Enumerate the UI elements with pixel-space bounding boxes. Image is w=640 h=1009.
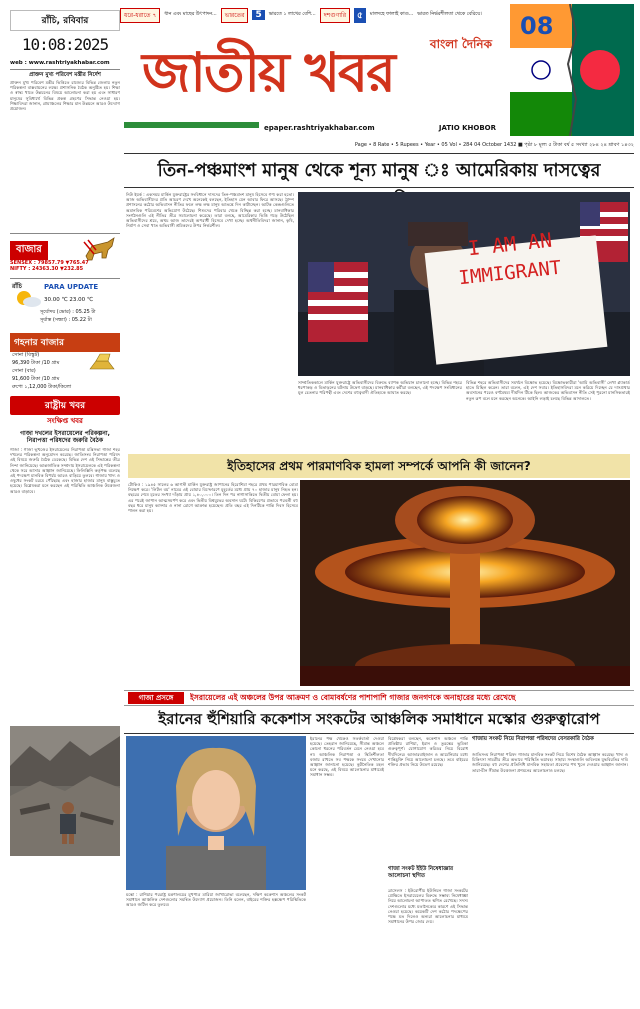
strip-tag-2[interactable]: ভারতের	[221, 8, 249, 23]
gold-row: 96,390 টাকা /10 গ্রাম	[12, 360, 60, 366]
side-news-text: গাজা : গাজা ভূখণ্ডের ইসরায়েলের নিরাপত্তা মন্ত্রিসভা গাজা শহর দখলের পরিকল্পনা অনুমোদন করেছে। জাতিসংঘ নিরাপত্তা পরিষদ এই বিষয়ে জরুরি বৈঠক ডেকেছে। বিভিন্ন দেশ এই সিদ্ধান্তের তীব্র নিন্দা জানিয়েছে। আন্তর্জাতিক সম্প্রদায় ইসরায়েলকে এই পরিকল্পনা থেকে সরে আসার আহ্বান জানিয়েছে। ফিলিস্তিনি কর্তৃপক্ষ বলেছে এই পদক্ষেপ মানবিক বিপর্যয় আরও বাড়িয়ে তুলবে। গাজায় খাদ্য ও ওষুধের সংকট চরমে পৌঁছেছে এবং হাজার হাজার মানুষ বাস্তুচ্যুত হয়েছে। বিশ্লেষকরা মনে করছেন এই পরিস্থিতি আঞ্চলিক উত্তেজনা আরও বাড়াবে।	[10, 447, 120, 494]
strip-tag-1[interactable]: ধরে-ধরাতে ৭	[120, 8, 160, 23]
epaper-link[interactable]: epaper.rashtriyakhabar.com	[264, 124, 375, 132]
strip-text-2: ভারতে ১ লাখের বেশি...	[268, 12, 316, 17]
spokesperson-photo	[126, 736, 306, 890]
gold-row: রুপো ১,12,000 টাকা/কিলো	[12, 384, 72, 390]
weather-sun-icon	[12, 287, 42, 309]
masthead	[124, 28, 506, 138]
article3-col4: জাতিসংঘ নিরাপত্তা পরিষদ গাজার মানবিক সংকট নিয়ে বিশেষ বৈঠক আহ্বান করেছে। খাদ্য ও চিকিৎসা সামগ্রীর তীব্র অভাবে পরিস্থিতি ভয়াবহ। সাহায্য সংস্থাগুলি অবিলম্বে যুদ্ধবিরতির দাবি জানিয়েছে। বহু দেশের প্রতিনিধি মানবিক সহায়তা প্রবেশের পথ খুলে দেওয়ার আহ্বান জানান। তারা-চীন সীমান্ত উত্তেজনা প্রশমনের আলোচনাও চলছে।	[472, 752, 628, 773]
strip-num-3: ৫	[354, 8, 366, 23]
article3-subtitle2: গাজায় সংকট নিয়ে নিরাপত্তা পরিষদের বেসরকারি বৈঠক	[472, 736, 594, 742]
child-rubble-photo	[10, 726, 120, 856]
strip-text-1: ধান এবং মাছের উৎপাদন...	[164, 12, 217, 17]
strip-tag-3[interactable]: দশগুণারি	[320, 8, 350, 23]
gaza-bar-text: ইসরায়েলের এই অঞ্চলের উপর আক্রমণ ও বোমাবর্ষণের পাশাপাশি গাজার জনগণকে অনাহারের মধ্যে রেখেছে	[190, 693, 516, 702]
weather-label: PARA UPDATE	[44, 283, 99, 291]
flag-number: 08	[520, 12, 554, 40]
flag-graphic	[510, 4, 634, 136]
date-day: রাঁচি, রবিবার	[10, 10, 120, 31]
sunset: সূর্যাস্ত (সন্ধ্যা) : 05.22 টা	[40, 317, 92, 323]
sunrise: সূর্যোদয় (ভোর) : 05.25 টা	[40, 309, 96, 315]
gaza-tag[interactable]: গাজা প্রসঙ্গে	[128, 692, 184, 704]
mushroom-cloud-photo	[300, 480, 630, 686]
sensex-row: SENSEX : 79857.79 ▼765.47	[10, 260, 89, 266]
top-strip	[120, 4, 510, 26]
article1-col2: বিভিন্ন শহরে অভিবাসীদের সমর্থনে বিক্ষোভ হয়েছে। বিক্ষোভকারীরা 'আমি অভিবাসী' লেখা প্ল্যাকার্ড হাতে মিছিল করেন। তারা বলেন, এই দেশ সবার। ইতিহাসবিদরা মনে করিয়ে দিচ্ছেন যে দাসপ্রথার অবসানের পরেও বর্ণবৈষম্য দীর্ঘদিন টিকে ছিল। আজকের অভিবাসন নীতি সেই পুরনো মানসিকতারই নতুন রূপ বলে মনে করছেন অনেকে। আইনি লড়াই চলছে বিভিন্ন আদালতে।	[466, 380, 630, 401]
article1-caption: সাম্প্রতিককালে মার্কিন যুক্তরাষ্ট্রে অভিবাসীদের বিরুদ্ধে ব্যাপক অভিযান চালানো হচ্ছে। বিভিন্ন শহরে ধরপাকড় ও বিতাড়নের ঘটনায় উদ্বেগ বাড়ছে। মানবাধিকার কর্মীরা বলছেন, এই পদক্ষেপ সংবিধানের মূল চেতনার পরিপন্থী এবং দেশের বহুত্ববাদী ঐতিহ্যকে আঘাত করছে।	[298, 380, 462, 396]
article1-col1: নিউ ইয়র্ক : একসময় মার্কিন যুক্তরাষ্ট্রের সংবিধানে দাসদের তিন-পঞ্চমাংশ মানুষ হিসেবে গণ্য করা হতো। আজ অভিবাসীদের প্রতি আচরণ দেখে অনেকেই বলছেন, ইতিহাস যেন আবার ফিরে আসছে। ট্রাম্প প্রশাসনের কঠোর অভিবাসন নীতির ফলে লক্ষ লক্ষ মানুষ আতঙ্কে দিন কাটাচ্ছেন। আটক কেন্দ্রগুলিতে অমানবিক পরিবেশের অভিযোগ উঠেছে। শিশুদের পরিবার থেকে বিচ্ছিন্ন করা হচ্ছে। মানবাধিকার সংগঠনগুলি এই নীতির তীব্র সমালোচনা করেছে। তারা বলছে, আমেরিকার ভিত্তি গড়ে উঠেছিল অভিবাসীদের শ্রমে, অথচ আজ তাদেরই অপরাধী হিসেবে দেখা হচ্ছে। অর্থনীতিবিদরা জানান, কৃষি, নির্মাণ ও সেবা খাত অভিবাসী শ্রমিকদের উপর নির্ভরশীল।	[126, 192, 294, 229]
gold-market-head: গহনার বাজার	[10, 333, 120, 352]
strip-text-3: মালদহে ফালাই কাণ্ড...	[369, 12, 414, 17]
divider	[124, 187, 634, 188]
article2-headline[interactable]: ইতিহাসের প্রথম পারমাণবিক হামলা সম্পর্কে আপনি কী জানেন?	[227, 459, 531, 473]
sign-text-line1: I AM AN	[466, 227, 554, 261]
masthead-title: জাতীয় খবর	[142, 40, 394, 104]
website-link[interactable]: web : www.rashtriyakhabar.com	[10, 60, 110, 66]
strip-text-4: ভারত নির্ভরশীলতা থেকে বেরিয়ে।	[417, 12, 482, 17]
temperature: 30.00 ℃ 23.00 ℃	[44, 297, 94, 303]
divider	[124, 153, 634, 154]
strip-num-2: 5	[252, 10, 264, 20]
article1-headline[interactable]: তিন-পঞ্চমাংশ মানুষ থেকে শূন্য মানুষ ঃ আমেরিকায় দাসত্বের	[157, 160, 601, 181]
intro-title: প্রাক্তন মুখ্য পরিবেশ মন্ত্রীর নির্দেশ	[29, 72, 101, 78]
gold-row: সোনা (বিস্কুট)	[12, 352, 40, 358]
masthead-green-bar	[124, 122, 259, 128]
side-news-title: গাজা দখলের ইসরায়েলের পরিকল্পনা, নিরাপত্তা পরিষদের জরুরি বৈঠক	[20, 430, 110, 444]
article2-text: টোকিও : ১৯৪৫ সালের ৬ আগস্ট মার্কিন যুক্তরাষ্ট্র জাপানের হিরোশিমা শহরে প্রথম পারমাণবিক বোমা নিক্ষেপ করে। 'লিটল বয়' নামের এই বোমার বিস্ফোরণে মুহূর্তের মধ্যে প্রায় ৭০ হাজার মানুষ নিহত হন। বছরের শেষে মৃতের সংখ্যা দাঁড়ায় প্রায় ১,৪০,০০০। তিন দিন পর নাগাসাকিতে দ্বিতীয় বোমা ফেলা হয়। এর পরেই জাপান আত্মসমর্পণ করে এবং দ্বিতীয় বিশ্বযুদ্ধের অবসান ঘটে। বিকিরণের প্রভাবে পরবর্তী বহু বছর ধরে মানুষ ক্যান্সার ও নানা রোগে আক্রান্ত হয়েছেন। প্রতি বছর এই দিনটিকে শান্তি দিবস হিসেবে পালন করা হয়।	[128, 482, 298, 514]
left-sidebar	[10, 10, 120, 1000]
nifty-row: NIFTY : 24363.30 ▼232.85	[10, 266, 84, 272]
divider	[124, 733, 634, 734]
bazar-label: বাজার	[10, 241, 48, 260]
article3-col3: ব্রাসেলস : ইউরোপীয় ইউনিয়ন গাজা সংকটের প্রেক্ষিতে ইসরায়েলের বিরুদ্ধে সম্ভাব্য নিষেধাজ্ঞা নিয়ে আলোচনা আপাতত স্থগিত রেখেছে। সদস্য দেশগুলোর মধ্যে মতানৈক্যের কারণে এই সিদ্ধান্ত নেওয়া হয়েছে। কয়েকটি দেশ কঠোর পদক্ষেপের পক্ষে মত দিলেও অন্যরা আলোচনার মাধ্যমে সমাধানের উপর জোর দেয়।	[388, 888, 468, 925]
article3-headline[interactable]: ইরানের হুঁশিয়ারি ককেশাস সংকটের আঞ্চলিক সমাধানে মস্কোর গুরুত্বারোপ	[158, 710, 600, 728]
issue-line: Page • 8 Rate • 5 Rupees • Year • 05 Vol • 284 04 October 1432 ■ পৃষ্ঠা ৮ মূল্য ৫ টাকা বর্ষ ৫ সংখ্যা ২৮৪ ২৪ শ্রাবণ ১৪৩২	[354, 142, 634, 148]
masthead-english: JATIO KHOBOR	[438, 124, 496, 132]
date-display: 10:08:2025	[21, 35, 109, 54]
article3-subtitle: গাজা সংকট ইইউ নিষেধাজ্ঞার আলোচনা স্থগিত	[388, 866, 453, 879]
rashtrio-sub: সংক্ষিপ্ত খবর	[47, 417, 83, 425]
masthead-subtitle: বাংলা দৈনিক	[429, 37, 492, 51]
gold-row: 91,600 টাকা /10 গ্রাম	[12, 376, 60, 382]
bull-icon	[82, 236, 118, 264]
sign-text-line2: IMMIGRANT	[457, 256, 563, 290]
gold-bars-icon	[88, 351, 118, 371]
article3-col1: ইরানের পক্ষ থেকেও সতর্কবার্তা দেওয়া হয়েছে। তেহরান জানিয়েছে, সীমান্ত অঞ্চলে কোনো ধরনের পরিবর্তন মেনে নেওয়া হবে না। আঞ্চলিক নিরাপত্তা ও স্থিতিশীলতা বজায় রাখতে সব পক্ষকে সংযম দেখানোর আহ্বান জানানো হয়েছে। কূটনৈতিক মহল মনে করছে, এই বিষয়ে আলোচনার মাধ্যমেই সমাধান সম্ভব।	[310, 736, 384, 778]
article3-caption: মস্কো : রাশিয়ার পররাষ্ট্র মন্ত্রণালয়ের মুখপাত্র মারিয়া জাখারোভা বলেছেন, দক্ষিণ ককেশাস অঞ্চলের সংকট সমাধানে আঞ্চলিক দেশগুলোর সমন্বিত উদ্যোগ প্রয়োজন। তিনি বলেন, বাইরের শক্তির হস্তক্ষেপ পরিস্থিতিকে আরও জটিল করে তুলবে।	[126, 892, 306, 908]
gold-row: সোনা (বার)	[12, 368, 36, 374]
intro-text: প্রাক্তন মুখ্য পরিবেশ মন্ত্রীর ভিত্তিতে রাজ্যের বিভিন্ন জেলায় নতুন পরিকল্পনা বাস্তবায়নের লক্ষ্যে প্রশাসনিক বৈঠক অনুষ্ঠিত হয়। শিক্ষা ও স্বাস্থ্য খাতে উন্নয়নের বিষয়ে আলোচনা করা হয় এবং সাধারণ মানুষের সুবিধার্থে বিভিন্ন প্রকল্প গ্রহণের সিদ্ধান্ত নেওয়া হয়। শিক্ষাবিদরা জানান, গ্রামাঞ্চলের শিক্ষার মান উন্নয়নে আরও উদ্যোগ প্রয়োজন।	[10, 80, 120, 112]
article3-col2: বিশ্লেষকরা বলছেন, ককেশাস অঞ্চলে শান্তি প্রতিষ্ঠায় রাশিয়া, ইরান ও তুরস্কের ভূমিকা গুরুত্বপূর্ণ। যোগাযোগ করিডর নিয়ে বিরোধ দীর্ঘদিনের। আজারবাইজান ও আর্মেনিয়ার মধ্যে শান্তিচুক্তি নিয়ে আলোচনা চলছে। তবে বাইরের শক্তির প্রভাব নিয়ে উদ্বেগ রয়েছে।	[388, 736, 468, 768]
rashtrio-label: রাষ্ট্রীয় খবর	[10, 396, 120, 415]
weather-city: রাঁচি	[12, 283, 22, 290]
